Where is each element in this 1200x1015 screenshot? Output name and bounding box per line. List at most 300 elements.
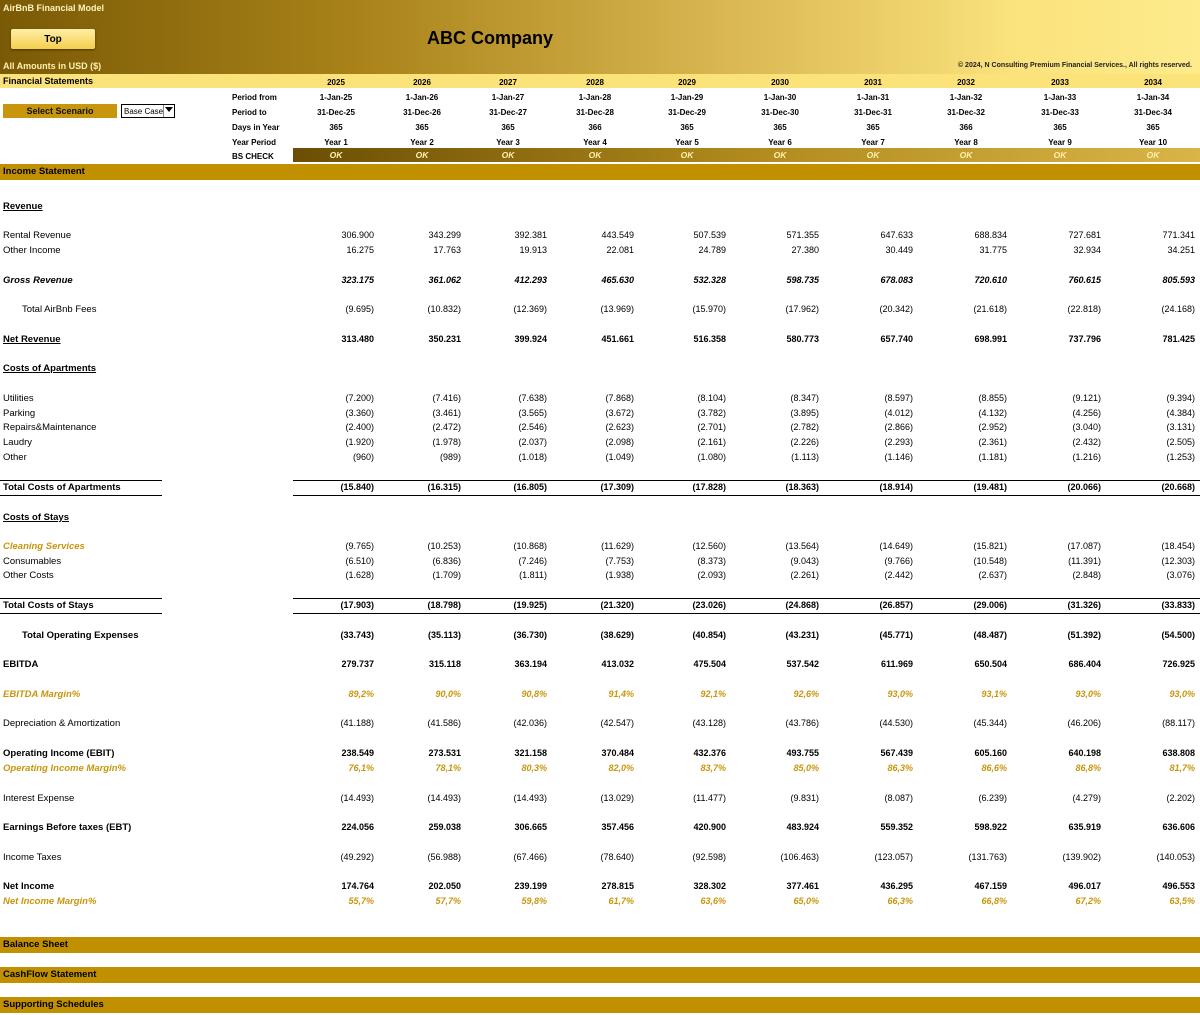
row-value: (44.530): [879, 718, 913, 728]
row-value: (43.128): [692, 718, 726, 728]
row-value: (18.798): [427, 600, 461, 610]
row-label: Utilities: [3, 393, 34, 404]
row-label: Cleaning Services: [3, 541, 85, 552]
row-value: (2.546): [518, 422, 547, 432]
section-title: Balance Sheet: [3, 939, 68, 950]
row-value: (12.303): [1161, 556, 1195, 566]
row-value: 493.755: [786, 748, 819, 758]
row-value: (3.076): [1166, 570, 1195, 580]
days-cell: 365: [773, 123, 787, 132]
table-row: [0, 895, 1200, 909]
row-value: 30.449: [885, 245, 913, 255]
currency-note: All Amounts in USD ($): [3, 61, 102, 71]
table-row: [0, 880, 1200, 894]
row-value: 678.083: [880, 275, 913, 285]
row-value: (989): [439, 452, 461, 462]
days-in-year-label: Days in Year: [232, 123, 280, 132]
row-value: (43.231): [785, 630, 819, 640]
row-value: (18.914): [879, 482, 913, 492]
row-value: 726.925: [1162, 659, 1195, 669]
row-value: 239.199: [514, 881, 547, 891]
row-value: 532.328: [693, 275, 726, 285]
row-value: (67.466): [513, 852, 547, 862]
row-value: (31.326): [1067, 600, 1101, 610]
table-row: [0, 762, 1200, 776]
row-value: (16.315): [427, 482, 461, 492]
row-value: (13.969): [600, 304, 634, 314]
table-row: [0, 569, 1200, 583]
row-value: (17.087): [1067, 541, 1101, 551]
year-period-label: Year Period: [232, 138, 277, 147]
row-value: (15.821): [973, 541, 1007, 551]
row-value: 611.969: [880, 659, 913, 669]
row-value: (6.510): [345, 556, 374, 566]
row-value: (4.279): [1072, 793, 1101, 803]
days-cell: 365: [415, 123, 429, 132]
row-value: (1.253): [1166, 452, 1195, 462]
row-value: 647.633: [880, 230, 913, 240]
row-value: 278.815: [601, 881, 634, 891]
period-from-cell: 1-Jan-31: [856, 93, 890, 102]
row-value: (7.200): [345, 393, 374, 403]
row-value: 412.293: [514, 275, 547, 285]
row-value: 321.158: [514, 748, 547, 758]
row-value: 598.735: [786, 275, 819, 285]
row-value: (1.709): [432, 570, 461, 580]
row-value: (21.320): [600, 600, 634, 610]
row-value: 93,0%: [1169, 689, 1195, 699]
row-value: (2.442): [884, 570, 913, 580]
row-value: 59,8%: [521, 896, 547, 906]
row-label: Other Costs: [3, 570, 54, 581]
period-from-cell: 1-Jan-28: [578, 93, 612, 102]
row-value: 443.549: [601, 230, 634, 240]
table-row: [0, 392, 1200, 406]
year-period-cell: Year 8: [954, 138, 978, 147]
row-value: 580.773: [786, 334, 819, 344]
table-row: [0, 717, 1200, 731]
row-value: 605.160: [974, 748, 1007, 758]
row-value: 698.991: [974, 334, 1007, 344]
row-value: (1.146): [884, 452, 913, 462]
table-row: [0, 303, 1200, 317]
scenario-dropdown[interactable]: [121, 104, 175, 118]
chevron-down-icon: [165, 107, 173, 112]
bs-check-ok: OK: [680, 150, 694, 160]
row-value: (56.988): [427, 852, 461, 862]
row-value: 34.251: [1167, 245, 1195, 255]
row-value: (16.805): [513, 482, 547, 492]
row-value: (45.344): [973, 718, 1007, 728]
row-value: (1.920): [345, 437, 374, 447]
row-value: 89,2%: [348, 689, 374, 699]
period-from-cell: 1-Jan-27: [491, 93, 525, 102]
row-value: (20.066): [1067, 482, 1101, 492]
section-supporting-schedules[interactable]: [0, 997, 1200, 1013]
row-value: (14.493): [427, 793, 461, 803]
row-value: 66,3%: [887, 896, 913, 906]
row-value: 93,0%: [1075, 689, 1101, 699]
row-value: 76,1%: [348, 763, 374, 773]
year-header: 2032: [957, 78, 975, 87]
row-value: (12.369): [513, 304, 547, 314]
row-value: (10.832): [427, 304, 461, 314]
table-row: [0, 481, 1200, 495]
row-value: (36.730): [513, 630, 547, 640]
row-value: (139.902): [1062, 852, 1101, 862]
row-value: (3.131): [1166, 422, 1195, 432]
period-to-cell: 31-Dec-30: [761, 108, 799, 117]
row-value: 432.376: [693, 748, 726, 758]
period-to-cell: 31-Dec-32: [947, 108, 985, 117]
days-cell: 366: [588, 123, 602, 132]
row-label: Parking: [3, 408, 36, 419]
row-value: 451.661: [601, 334, 634, 344]
app-title: AirBnB Financial Model: [3, 3, 105, 13]
period-from-cell: 1-Jan-25: [319, 93, 353, 102]
period-from-cell: 1-Jan-34: [1136, 93, 1170, 102]
copyright-note: © 2024, N Consulting Premium Financial Services., All rights reserved.: [957, 62, 1192, 69]
period-to-cell: 31-Dec-27: [489, 108, 527, 117]
row-value: 61,7%: [608, 896, 634, 906]
table-row: [0, 688, 1200, 702]
row-value: 55,7%: [348, 896, 374, 906]
row-value: 16.275: [346, 245, 374, 255]
select-scenario-label: Select Scenario: [3, 104, 117, 118]
row-label: Operating Income Margin%: [3, 763, 126, 774]
row-value: (33.743): [340, 630, 374, 640]
row-value: (13.564): [785, 541, 819, 551]
row-value: (2.361): [978, 437, 1007, 447]
row-label: Rental Revenue: [3, 230, 72, 241]
row-value: 24.789: [698, 245, 726, 255]
row-value: (29.006): [973, 600, 1007, 610]
row-value: (17.903): [340, 600, 374, 610]
row-label: Other: [3, 452, 27, 463]
row-value: (38.629): [600, 630, 634, 640]
table-row: [0, 511, 1200, 525]
row-value: (1.018): [518, 452, 547, 462]
row-value: (123.057): [874, 852, 913, 862]
row-value: (2.637): [978, 570, 1007, 580]
row-label: Gross Revenue: [3, 275, 73, 286]
section-balance-sheet[interactable]: [0, 937, 1200, 953]
row-value: 377.461: [786, 881, 819, 891]
period-to-label: Period to: [232, 108, 267, 117]
days-cell: 365: [501, 123, 515, 132]
bs-check-ok: OK: [1146, 150, 1160, 160]
row-value: 92,1%: [700, 689, 726, 699]
row-value: (41.586): [427, 718, 461, 728]
row-value: (10.548): [973, 556, 1007, 566]
row-value: (10.253): [427, 541, 461, 551]
bs-check-ok: OK: [415, 150, 429, 160]
row-value: 507.539: [693, 230, 726, 240]
row-value: (1.113): [791, 452, 819, 462]
year-period-cell: Year 1: [324, 138, 348, 147]
row-value: 224.056: [341, 822, 374, 832]
row-value: 31.775: [979, 245, 1007, 255]
row-value: 657.740: [880, 334, 913, 344]
row-value: (18.454): [1161, 541, 1195, 551]
bs-check-ok: OK: [959, 150, 973, 160]
row-label: Total Costs of Stays: [3, 600, 94, 611]
year-period-cell: Year 10: [1138, 138, 1168, 147]
year-header: 2025: [327, 78, 345, 87]
row-value: (4.132): [978, 408, 1007, 418]
row-value: (12.560): [692, 541, 726, 551]
row-value: (14.493): [513, 793, 547, 803]
row-value: 86,8%: [1075, 763, 1101, 773]
section-income-statement[interactable]: [0, 164, 1200, 180]
row-value: (14.649): [879, 541, 913, 551]
year-period-cell: Year 2: [410, 138, 434, 147]
row-value: (2.472): [432, 422, 461, 432]
year-header: 2028: [586, 78, 604, 87]
row-value: (2.161): [697, 437, 726, 447]
row-value: (2.782): [790, 422, 819, 432]
row-value: 323.175: [341, 275, 374, 285]
row-label: Other Income: [3, 245, 61, 256]
row-value: (8.373): [697, 556, 726, 566]
row-value: (2.866): [884, 422, 913, 432]
days-cell: 365: [680, 123, 694, 132]
table-row: [0, 540, 1200, 554]
row-value: (42.547): [600, 718, 634, 728]
row-value: 636.606: [1162, 822, 1195, 832]
row-value: 315.118: [428, 659, 461, 669]
period-to-cell: 31-Dec-25: [317, 108, 355, 117]
table-row: [0, 407, 1200, 421]
row-value: (3.040): [1072, 422, 1101, 432]
row-value: (1.628): [345, 570, 374, 580]
row-value: (49.292): [340, 852, 374, 862]
row-label: Earnings Before taxes (EBT): [3, 822, 132, 833]
row-value: (3.565): [518, 408, 547, 418]
days-cell: 365: [1146, 123, 1160, 132]
row-value: 638.808: [1162, 748, 1195, 758]
section-title: Supporting Schedules: [3, 999, 104, 1010]
row-label: Interest Expense: [3, 793, 75, 804]
row-value: 86,6%: [981, 763, 1007, 773]
row-value: 238.549: [341, 748, 374, 758]
row-value: (40.854): [692, 630, 726, 640]
row-value: 727.681: [1068, 230, 1101, 240]
row-value: (8.855): [978, 393, 1007, 403]
row-value: (6.239): [978, 793, 1007, 803]
row-value: (18.363): [785, 482, 819, 492]
row-value: (106.463): [780, 852, 819, 862]
row-value: (1.181): [978, 452, 1007, 462]
year-period-cell: Year 9: [1048, 138, 1072, 147]
row-value: (7.753): [605, 556, 634, 566]
row-value: 306.665: [514, 822, 547, 832]
row-value: 598.922: [974, 822, 1007, 832]
table-row: [0, 658, 1200, 672]
row-value: 559.352: [880, 822, 913, 832]
row-value: (2.432): [1072, 437, 1101, 447]
row-value: 328.302: [693, 881, 726, 891]
row-value: (8.087): [884, 793, 913, 803]
row-value: (2.505): [1166, 437, 1195, 447]
row-label: Total AirBnb Fees: [22, 304, 97, 315]
row-value: (21.618): [973, 304, 1007, 314]
row-value: (41.188): [340, 718, 374, 728]
table-row: [0, 629, 1200, 643]
period-to-cell: 31-Dec-33: [1041, 108, 1079, 117]
row-value: (2.098): [605, 437, 634, 447]
row-value: 259.038: [428, 822, 461, 832]
row-value: (2.623): [605, 422, 634, 432]
row-label: Net Revenue: [3, 334, 61, 345]
row-value: (17.309): [600, 482, 634, 492]
bs-check-ok: OK: [1053, 150, 1067, 160]
row-value: 32.934: [1073, 245, 1101, 255]
row-value: 567.439: [880, 748, 913, 758]
row-value: (3.360): [345, 408, 374, 418]
table-row: [0, 792, 1200, 806]
table-row: [0, 200, 1200, 214]
year-period-cell: Year 5: [675, 138, 699, 147]
period-from-cell: 1-Jan-26: [405, 93, 439, 102]
row-value: 93,1%: [981, 689, 1007, 699]
row-value: (2.848): [1072, 570, 1101, 580]
year-header: 2033: [1051, 78, 1069, 87]
row-label: EBITDA: [3, 659, 39, 670]
period-to-cell: 31-Dec-29: [668, 108, 706, 117]
scenario-selected-value: Base Case: [124, 107, 164, 116]
row-value: (19.925): [513, 600, 547, 610]
row-value: (10.868): [513, 541, 547, 551]
row-value: (1.049): [605, 452, 634, 462]
row-value: 19.913: [519, 245, 547, 255]
row-value: (11.391): [1068, 556, 1101, 566]
year-header: 2034: [1144, 78, 1162, 87]
bs-check-ok: OK: [329, 150, 343, 160]
row-label: Repairs&Maintenance: [3, 422, 97, 433]
row-value: 174.764: [341, 881, 374, 891]
row-value: (9.394): [1166, 393, 1195, 403]
table-row: [0, 333, 1200, 347]
row-value: (2.226): [790, 437, 819, 447]
period-from-cell: 1-Jan-29: [670, 93, 704, 102]
bs-check-ok: OK: [773, 150, 787, 160]
row-value: (1.811): [519, 570, 547, 580]
row-value: (131.763): [968, 852, 1007, 862]
company-title: ABC Company: [426, 28, 553, 48]
row-value: 83,7%: [700, 763, 726, 773]
row-value: 392.381: [514, 230, 547, 240]
row-label: Depreciation & Amortization: [3, 718, 121, 729]
year-header: 2026: [413, 78, 431, 87]
table-row: [0, 555, 1200, 569]
row-value: (88.117): [1162, 718, 1195, 728]
bs-check-ok: OK: [866, 150, 880, 160]
row-value: 516.358: [693, 334, 726, 344]
row-value: 313.480: [341, 334, 374, 344]
row-value: (2.093): [697, 570, 726, 580]
row-value: 771.341: [1162, 230, 1195, 240]
row-value: (17.962): [785, 304, 819, 314]
row-value: (2.202): [1166, 793, 1195, 803]
section-title: Income Statement: [3, 166, 85, 177]
row-value: 720.610: [974, 275, 1007, 285]
row-value: 357.456: [601, 822, 634, 832]
row-value: 467.159: [974, 881, 1007, 891]
year-period-cell: Year 7: [861, 138, 885, 147]
row-label: Net Income Margin%: [3, 896, 97, 907]
row-value: 496.553: [1162, 881, 1195, 891]
row-value: 361.062: [428, 275, 461, 285]
year-header: 2030: [771, 78, 789, 87]
bs-check-ok: OK: [588, 150, 602, 160]
row-value: (11.629): [601, 541, 634, 551]
table-row: [0, 229, 1200, 243]
row-value: 640.198: [1068, 748, 1101, 758]
row-value: (7.638): [518, 393, 547, 403]
table-row: [0, 747, 1200, 761]
row-label: Revenue: [3, 201, 43, 212]
row-value: 81,7%: [1169, 763, 1195, 773]
row-value: (7.416): [432, 393, 461, 403]
row-value: 273.531: [428, 748, 461, 758]
row-value: 650.504: [974, 659, 1007, 669]
row-value: (42.036): [513, 718, 547, 728]
row-value: (3.672): [605, 408, 634, 418]
dropdown-separator: [163, 105, 164, 117]
row-value: 436.295: [880, 881, 913, 891]
row-value: 781.425: [1162, 334, 1195, 344]
top-button[interactable]: Top: [11, 29, 95, 49]
row-value: (2.261): [790, 570, 819, 580]
row-value: (78.640): [600, 852, 634, 862]
row-value: 363.194: [514, 659, 547, 669]
section-cashflow[interactable]: [0, 967, 1200, 983]
row-value: (24.168): [1161, 304, 1195, 314]
row-value: (8.347): [790, 393, 819, 403]
table-row: [0, 421, 1200, 435]
row-value: (960): [352, 452, 374, 462]
row-value: 86,3%: [887, 763, 913, 773]
row-value: 465.630: [601, 275, 634, 285]
row-value: (23.026): [692, 600, 726, 610]
row-value: (9.765): [345, 541, 374, 551]
bs-check-ok: OK: [501, 150, 515, 160]
row-value: (9.695): [345, 304, 374, 314]
row-value: 571.355: [786, 230, 819, 240]
table-row: [0, 244, 1200, 258]
row-value: (9.121): [1072, 393, 1101, 403]
row-value: (9.043): [790, 556, 819, 566]
days-cell: 365: [866, 123, 880, 132]
row-value: (1.080): [697, 452, 726, 462]
table-row: [0, 451, 1200, 465]
period-from-cell: 1-Jan-32: [949, 93, 983, 102]
table-row: [0, 821, 1200, 835]
row-value: 483.924: [786, 822, 819, 832]
year-header: 2029: [678, 78, 696, 87]
row-value: (7.246): [518, 556, 547, 566]
row-value: 737.796: [1068, 334, 1101, 344]
row-value: 22.081: [606, 245, 634, 255]
row-value: (13.029): [600, 793, 634, 803]
row-value: (46.206): [1067, 718, 1101, 728]
row-value: (35.113): [427, 630, 461, 640]
row-value: 90,8%: [521, 689, 547, 699]
row-value: (3.782): [697, 408, 726, 418]
total-underline: [0, 495, 162, 496]
row-value: (45.771): [879, 630, 913, 640]
